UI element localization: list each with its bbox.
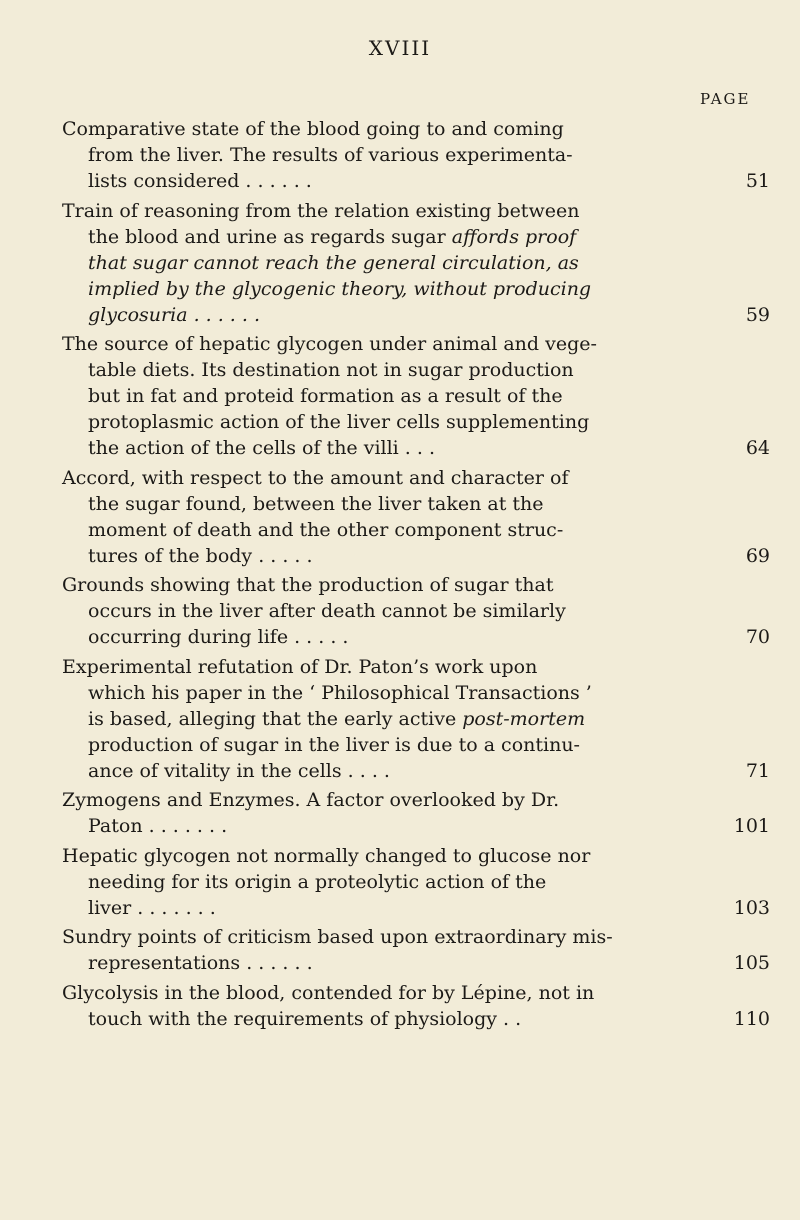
entry-line: needing for its origin a proteolytic action of the — [88, 870, 547, 893]
entry-line-text: the blood and urine as regards sugar — [88, 225, 446, 248]
entry-line: the action of the cells of the villi . . . — [88, 437, 435, 459]
toc-entry — [62, 331, 770, 461]
toc-entry — [62, 924, 770, 976]
entry-page-number: 51 — [745, 170, 770, 192]
entry-line: occurring during life . . . . . — [88, 626, 349, 648]
entry-line: protoplasmic action of the liver cells supplementing — [88, 411, 590, 433]
entry-line: Hepatic glycogen not normally changed to glucose nor — [62, 844, 591, 867]
entry-line — [62, 224, 770, 250]
entry-line: Glycolysis in the blood, contended for by Lépine, not in — [62, 981, 595, 1004]
entry-line: occurs in the liver after death cannot be similarly — [88, 600, 566, 622]
toc-entry — [62, 465, 770, 569]
entry-line: lists considered . . . . . . — [88, 170, 312, 192]
entry-line — [62, 250, 770, 276]
entry-line — [62, 276, 770, 302]
entry-italic-text: that sugar cannot reach the general circulation, as — [88, 251, 579, 274]
entry-line: Experimental refutation of Dr. Paton’s work upon — [62, 655, 538, 678]
entry-line-text: is based, alleging that the early active — [88, 707, 457, 730]
toc-entry — [62, 116, 770, 194]
entry-page-number: 103 — [733, 896, 770, 919]
entry-italic-text: affords proof — [451, 225, 577, 248]
entry-line: Train of reasoning from the relation existing between — [62, 199, 580, 222]
entry-italic-text: glycosuria . . . . . . — [88, 303, 261, 326]
entry-line — [62, 302, 770, 328]
entry-page-number: 105 — [733, 952, 770, 974]
entry-line — [62, 706, 770, 732]
entry-line: touch with the requirements of physiology . . — [88, 1007, 522, 1030]
entry-line: the sugar found, between the liver taken at the — [88, 492, 544, 515]
toc-entry — [62, 572, 770, 650]
toc-entry — [62, 787, 770, 839]
entry-line: Sundry points of criticism based upon extraordinary mis- — [62, 926, 613, 948]
toc-entry — [62, 980, 770, 1032]
entry-line: but in fat and proteid formation as a result of the — [88, 385, 563, 407]
toc-entry — [62, 843, 770, 921]
entry-line: moment of death and the other component struc- — [88, 518, 564, 541]
entry-line: Grounds showing that the production of sugar that — [62, 574, 554, 596]
entry-page-number: 69 — [745, 544, 770, 567]
entry-line: Comparative state of the blood going to and coming — [62, 118, 564, 140]
page-column-heading: PAGE — [700, 90, 751, 108]
entry-line: which his paper in the ‘ Philosophical Transactions ’ — [88, 681, 592, 704]
entry-page-number: 59 — [745, 303, 770, 326]
entry-line: The source of hepatic glycogen under animal and vege- — [62, 333, 597, 355]
toc-entry — [62, 198, 770, 328]
entry-line: ance of vitality in the cells . . . . — [88, 759, 390, 782]
toc-entry — [62, 654, 770, 784]
entry-italic-text: post-mortem — [462, 707, 586, 730]
entry-line: Paton . . . . . . . — [88, 815, 228, 837]
entry-page-number: 71 — [745, 759, 770, 782]
page-number: XVIII — [368, 36, 432, 60]
entry-italic-text: implied by the glycogenic theory, without producing — [88, 277, 592, 300]
entry-line: liver . . . . . . . — [88, 896, 216, 919]
entry-line: Zymogens and Enzymes. A factor overlooked by Dr. — [62, 789, 560, 811]
entry-page-number: 64 — [745, 437, 770, 459]
entry-page-number: 70 — [745, 626, 770, 648]
entry-line: table diets. Its destination not in sugar production — [88, 359, 574, 381]
table-of-contents — [62, 116, 770, 1035]
entry-line: from the liver. The results of various experimenta- — [88, 144, 573, 166]
entry-page-number: 110 — [733, 1007, 770, 1030]
entry-line: production of sugar in the liver is due to a continu- — [88, 733, 580, 756]
entry-line: tures of the body . . . . . — [88, 544, 313, 567]
entry-line: Accord, with respect to the amount and character of — [62, 466, 569, 489]
entry-line: representations . . . . . . — [88, 952, 313, 974]
entry-page-number: 101 — [733, 815, 770, 837]
